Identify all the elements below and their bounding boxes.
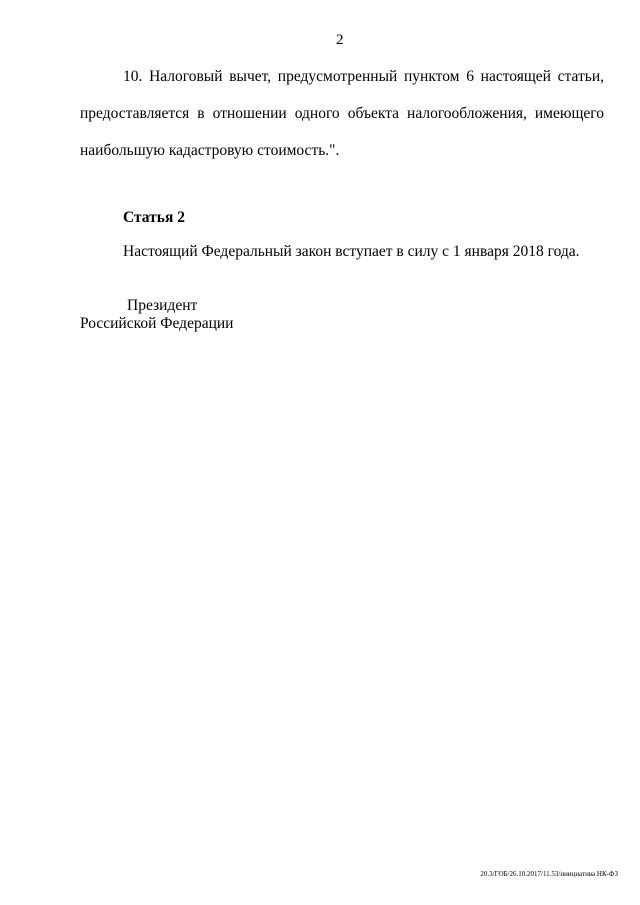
article-text: Настоящий Федеральный закон вступает в силу с 1 января 2018 года. <box>123 243 580 260</box>
signature-title: Президент <box>127 297 198 314</box>
footer-code: 20.3/ГОБ/26.10.2017/11.53/инициатива НК-ФЗ <box>480 870 618 878</box>
article-heading: Статья 2 <box>123 209 185 226</box>
paragraph-line: 10. Налоговый вычет, предусмотренный пунктом 6 настоящей статьи, <box>123 68 604 85</box>
paragraph-line: наибольшую кадастровую стоимость.". <box>80 142 340 159</box>
signature-title: Российской Федерации <box>80 315 234 332</box>
page-number: 2 <box>336 32 344 48</box>
paragraph-line: предоставляется в отношении одного объекта налогообложения, имеющего <box>80 105 604 122</box>
